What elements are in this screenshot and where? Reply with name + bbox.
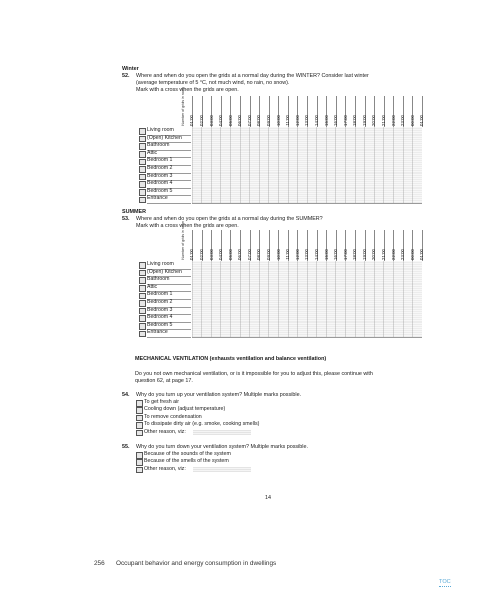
time-column-header: 01:00 xyxy=(189,115,195,126)
question-number: 55. xyxy=(122,444,130,450)
option-cooling-down[interactable]: Cooling down (adjust temperature) xyxy=(136,406,336,413)
room-label: (Open) Kitchen xyxy=(147,135,191,144)
room-label: Bathroom xyxy=(147,142,191,151)
room-row xyxy=(138,195,422,203)
page-number: 256 xyxy=(94,560,105,567)
winter-heading: Winter xyxy=(122,66,139,72)
time-column-header: 20:00 xyxy=(371,115,377,126)
time-cells[interactable] xyxy=(192,329,422,338)
time-column-header: 18:00 xyxy=(352,115,358,126)
option-other-reason[interactable]: Other reason, viz: xyxy=(136,466,336,473)
option-fresh-air[interactable]: To get fresh air xyxy=(136,399,336,406)
question-text-line: (average temperature of 5 °C, not much wind, no rain, no snow). xyxy=(136,79,290,86)
time-column-header: 11:00 xyxy=(285,249,291,260)
option-smells[interactable]: Because of the smells of the system xyxy=(136,458,336,465)
question-number: 53. xyxy=(122,216,130,222)
time-column-header: 05:00 xyxy=(227,249,233,260)
time-column-header: 00:00 xyxy=(409,249,415,260)
time-column-header: 08:00 xyxy=(256,115,262,126)
time-column-header: 23:00 xyxy=(400,249,406,260)
grid-count-box[interactable] xyxy=(139,197,146,204)
count-column-header: Number of grids in room xyxy=(181,87,185,126)
room-row xyxy=(138,150,422,158)
time-column-header: 14:00 xyxy=(313,115,319,126)
room-label: Bedroom 1 xyxy=(147,157,191,166)
room-row xyxy=(138,188,422,196)
time-column-header: 18:00 xyxy=(352,249,358,260)
time-column-header: 13:00 xyxy=(304,249,310,260)
room-label: Attic xyxy=(147,284,191,293)
time-column-header: 05:00 xyxy=(227,115,233,126)
option-remove-condensation[interactable]: To remove condensation xyxy=(136,414,336,421)
time-column-header: 17:00 xyxy=(342,249,348,260)
room-row xyxy=(138,299,422,307)
mech-note-line: question 62, at page 17. xyxy=(135,378,193,384)
grid-count-box[interactable] xyxy=(139,331,146,338)
room-label: Living room xyxy=(147,261,191,270)
toc-link[interactable]: TOC xyxy=(439,579,451,585)
time-column-header: 01:00 xyxy=(419,115,425,126)
room-label: Living room xyxy=(147,127,191,136)
time-column-header: 00:00 xyxy=(409,115,415,126)
time-cells[interactable] xyxy=(192,195,422,204)
time-column-header: 03:00 xyxy=(208,249,214,260)
q54-options xyxy=(136,399,356,439)
time-column-header: 07:00 xyxy=(246,115,252,126)
room-row xyxy=(138,291,422,299)
room-label: Bedroom 5 xyxy=(147,322,191,331)
room-label: Bedroom 4 xyxy=(147,180,191,189)
time-column-header: 10:00 xyxy=(275,115,281,126)
option-sounds[interactable]: Because of the sounds of the system xyxy=(136,451,336,458)
room-row xyxy=(138,157,422,165)
book-title: Occupant behavior and energy consumption in dwellings xyxy=(116,560,277,567)
question-text: Why do you turn up your ventilation system? Multiple marks possible. xyxy=(136,392,302,398)
time-column-header: 04:00 xyxy=(218,115,224,126)
other-reason-field[interactable] xyxy=(193,430,251,435)
question-text-line: Mark with a cross when the grids are open. xyxy=(136,86,239,93)
time-column-header: 07:00 xyxy=(246,249,252,260)
time-column-header: 03:00 xyxy=(208,115,214,126)
option-dissipate-dirty-air[interactable]: To dissipate dirty air (e.g. smoke, cooking smells) xyxy=(136,421,336,428)
time-column-header: 23:00 xyxy=(400,115,406,126)
time-column-header: 12:00 xyxy=(294,249,300,260)
question-text-line: Where and when do you open the grids at a normal day during the WINTER? Consider last winter xyxy=(136,73,369,79)
question-number: 54. xyxy=(122,392,130,398)
room-row xyxy=(138,284,422,292)
time-column-header: 11:00 xyxy=(285,115,291,126)
time-column-header: 14:00 xyxy=(313,249,319,260)
room-row xyxy=(138,276,422,284)
room-row xyxy=(138,261,422,269)
room-label: Bedroom 2 xyxy=(147,299,191,308)
question-text: Why do you turn down your ventilation system? Multiple marks possible. xyxy=(136,444,308,450)
room-row xyxy=(138,314,422,322)
time-column-header: 21:00 xyxy=(381,115,387,126)
room-row xyxy=(138,142,422,150)
room-label: Bedroom 5 xyxy=(147,188,191,197)
room-row xyxy=(138,322,422,330)
time-column-header: 19:00 xyxy=(361,249,367,260)
room-label: Entrance xyxy=(147,329,191,338)
time-column-header: 16:00 xyxy=(333,249,339,260)
time-column-header: 09:00 xyxy=(266,115,272,126)
room-row xyxy=(138,307,422,315)
room-label: Entrance xyxy=(147,195,191,204)
time-column-header: 15:00 xyxy=(323,115,329,126)
time-column-header: 12:00 xyxy=(294,115,300,126)
time-column-header: 16:00 xyxy=(333,115,339,126)
room-label: Bathroom xyxy=(147,276,191,285)
checkbox[interactable] xyxy=(136,430,143,437)
q55-options xyxy=(136,451,356,477)
time-column-header: 09:00 xyxy=(266,249,272,260)
question-number: 52. xyxy=(122,73,130,79)
room-row xyxy=(138,173,422,181)
room-label: Bedroom 3 xyxy=(147,173,191,182)
question-text-line: Mark with a cross when the grids are open. xyxy=(136,222,239,229)
time-column-header: 22:00 xyxy=(390,249,396,260)
time-column-header: 02:00 xyxy=(198,115,204,126)
time-column-header: 13:00 xyxy=(304,115,310,126)
room-label: Bedroom 3 xyxy=(147,307,191,316)
other-reason-field[interactable] xyxy=(193,467,251,472)
time-column-header: 17:00 xyxy=(342,115,348,126)
room-label: Bedroom 1 xyxy=(147,291,191,300)
room-row xyxy=(138,329,422,337)
room-row xyxy=(138,180,422,188)
room-row xyxy=(138,269,422,277)
time-column-header: 15:00 xyxy=(323,249,329,260)
mech-ventilation-title: MECHANICAL VENTILATION (exhausts ventilation and balance ventilation) xyxy=(135,356,327,362)
room-label: Bedroom 4 xyxy=(147,314,191,323)
time-column-header: 01:00 xyxy=(189,249,195,260)
count-column-header: Number of grids in room xyxy=(181,221,185,260)
room-row xyxy=(138,135,422,143)
room-label: Bedroom 2 xyxy=(147,165,191,174)
mech-note-line: Do you not own mechanical ventilation, or is it impossible for you to adjust this, please continue with xyxy=(135,371,373,377)
time-column-header: 20:00 xyxy=(371,249,377,260)
room-label: Attic xyxy=(147,150,191,159)
time-column-header: 19:00 xyxy=(361,115,367,126)
room-row xyxy=(138,127,422,135)
time-column-header: 22:00 xyxy=(390,115,396,126)
inner-page-number: 14 xyxy=(265,495,271,501)
time-column-header: 06:00 xyxy=(237,115,243,126)
room-row xyxy=(138,165,422,173)
room-label: (Open) Kitchen xyxy=(147,269,191,278)
checkbox[interactable] xyxy=(136,467,143,474)
time-column-header: 08:00 xyxy=(256,249,262,260)
time-column-header: 06:00 xyxy=(237,249,243,260)
option-other-reason[interactable]: Other reason, viz: xyxy=(136,429,336,436)
time-column-header: 21:00 xyxy=(381,249,387,260)
question-text-line: Where and when do you open the grids at a normal day during the SUMMER? xyxy=(136,216,323,222)
time-column-header: 10:00 xyxy=(275,249,281,260)
time-column-header: 02:00 xyxy=(198,249,204,260)
time-column-header: 04:00 xyxy=(218,249,224,260)
time-column-header: 01:00 xyxy=(419,249,425,260)
summer-heading: SUMMER xyxy=(122,209,146,215)
question-52 xyxy=(122,73,452,97)
